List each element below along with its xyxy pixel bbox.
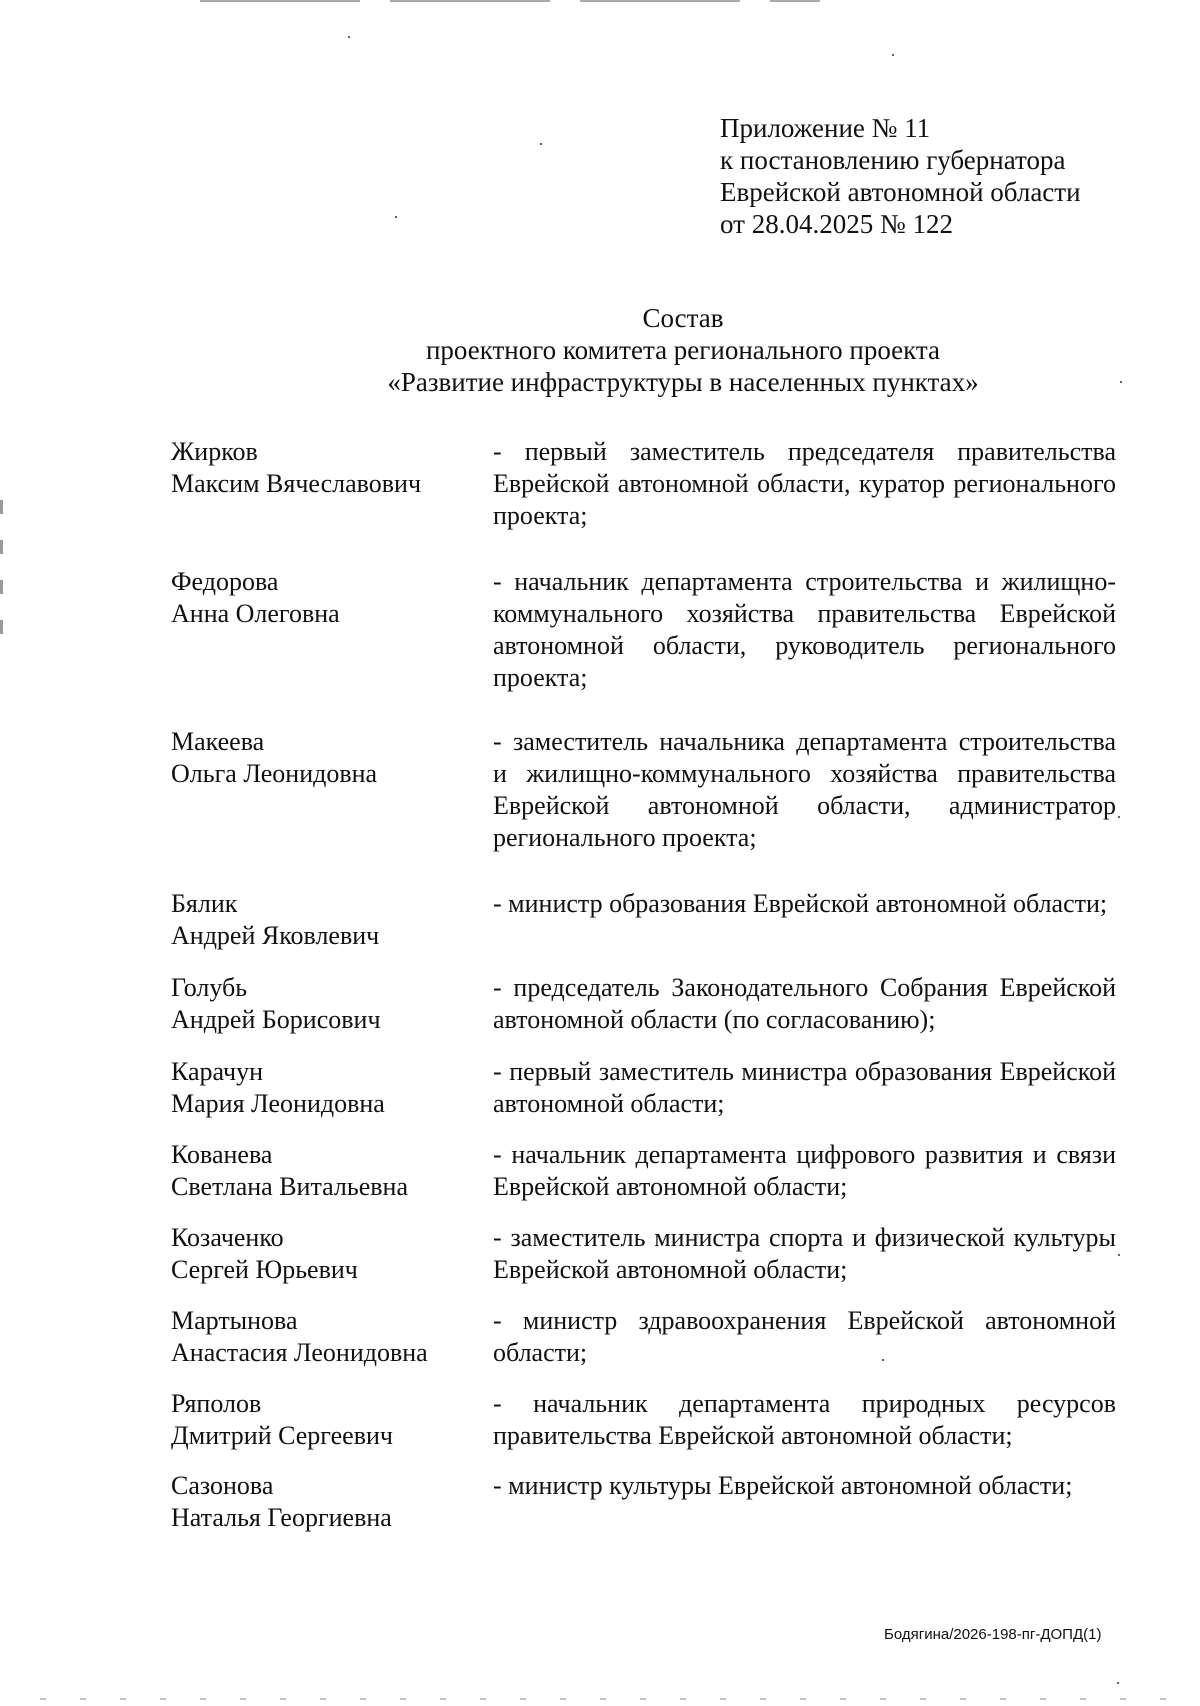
appendix-header [720, 112, 1081, 240]
member-role: - начальник департамента цифрового развития и связи Еврейской автономной области; [493, 1140, 1116, 1201]
scan-speck [1117, 1682, 1119, 1684]
appendix-region: Еврейской автономной области [720, 177, 1081, 207]
member-given-name: Мария Леонидовна [171, 1089, 385, 1118]
committee-member [171, 1305, 1116, 1369]
committee-member [171, 972, 1116, 1036]
member-role: - начальник департамента строительства и жилищно-коммунального хозяйства правительства Еврейской автономной области, руководитель регионального проекта; [493, 567, 1116, 692]
member-given-name: Наталья Георгиевна [171, 1503, 392, 1532]
committee-member [171, 566, 1116, 694]
scan-speck [395, 216, 397, 218]
member-name [171, 726, 493, 854]
scan-artifact-left [0, 500, 3, 660]
scan-artifact-top [200, 0, 820, 2]
member-surname: Жирков [171, 437, 258, 466]
member-given-name: Максим Вячеславович [171, 469, 422, 498]
committee-member [171, 726, 1116, 854]
member-role: - начальник департамента природных ресурсов правительства Еврейской автономной области; [493, 1389, 1116, 1450]
member-given-name: Анастасия Леонидовна [171, 1338, 428, 1367]
member-name [171, 436, 493, 532]
member-given-name: Дмитрий Сергеевич [171, 1421, 393, 1450]
member-name [171, 1056, 493, 1120]
scan-speck [1118, 1254, 1120, 1256]
member-given-name: Андрей Борисович [171, 1005, 381, 1034]
member-name [171, 1139, 493, 1203]
committee-members-list [171, 436, 1116, 1534]
document-title [0, 302, 1200, 398]
member-given-name: Светлана Витальевна [171, 1172, 408, 1201]
scan-speck [540, 143, 542, 145]
member-name [171, 566, 493, 694]
member-surname: Кованева [171, 1140, 273, 1169]
scan-artifact-bottom [40, 1698, 1190, 1700]
member-role: - министр образования Еврейской автономной области; [493, 889, 1108, 918]
committee-member [171, 1388, 1116, 1452]
member-surname: Федорова [171, 567, 279, 596]
document-registration-code: Бодягина/2026-198-пг-ДОПД(1) [884, 1626, 1102, 1643]
title-line-3: «Развитие инфраструктуры в населенных пунктах» [387, 367, 979, 397]
member-name [171, 1470, 493, 1534]
member-name [171, 1388, 493, 1452]
committee-member [171, 1222, 1116, 1286]
member-given-name: Анна Олеговна [171, 599, 340, 628]
member-role: - заместитель начальника департамента строительства и жилищно-коммунального хозяйства правительства Еврейской автономной области, администратор регионального проекта; [493, 727, 1116, 852]
member-surname: Ряполов [171, 1389, 262, 1418]
member-role: - министр здравоохранения Еврейской автономной области; [493, 1306, 1116, 1367]
member-role: - председатель Законодательного Собрания Еврейской автономной области (по согласованию); [493, 973, 1116, 1034]
member-name [171, 1305, 493, 1369]
committee-member [171, 1470, 1116, 1534]
appendix-number: Приложение № 11 [720, 113, 931, 143]
appendix-reference: к постановлению губернатора [720, 145, 1066, 175]
scan-speck [348, 36, 350, 38]
appendix-date: от 28.04.2025 № 122 [720, 209, 953, 239]
scan-speck [892, 54, 894, 56]
member-surname: Козаченко [171, 1223, 284, 1252]
member-surname: Бялик [171, 889, 238, 918]
member-name [171, 1222, 493, 1286]
member-name [171, 972, 493, 1036]
committee-member [171, 1056, 1116, 1120]
member-role: - первый заместитель председателя правительства Еврейской автономной области, куратор регионального проекта; [493, 437, 1116, 530]
member-given-name: Андрей Яковлевич [171, 921, 380, 950]
member-surname: Сазонова [171, 1471, 274, 1500]
member-surname: Мартынова [171, 1306, 298, 1335]
member-given-name: Сергей Юрьевич [171, 1255, 358, 1284]
title-line-2: проектного комитета регионального проекта [425, 335, 941, 365]
member-surname: Голубь [171, 973, 248, 1002]
member-surname: Макеева [171, 727, 265, 756]
committee-member [171, 888, 1116, 952]
title-line-1: Состав [642, 303, 724, 333]
committee-member [171, 436, 1116, 532]
member-given-name: Ольга Леонидовна [171, 759, 378, 788]
member-surname: Карачун [171, 1057, 264, 1086]
member-role: - первый заместитель министра образования Еврейской автономной области; [493, 1057, 1116, 1118]
member-name [171, 888, 493, 952]
scan-speck [1118, 816, 1120, 818]
member-role: - заместитель министра спорта и физической культуры Еврейской автономной области; [493, 1223, 1116, 1284]
committee-member [171, 1139, 1116, 1203]
member-role: - министр культуры Еврейской автономной области; [493, 1471, 1073, 1500]
